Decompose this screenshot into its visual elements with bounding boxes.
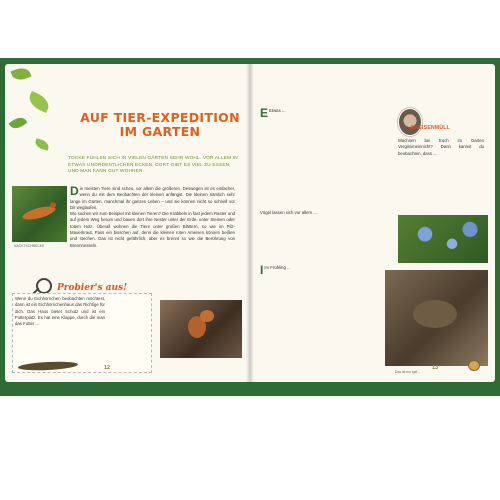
probier-title: Probier's aus! [57,283,128,293]
photo-caption: NACKTSCHNECKE [14,244,45,248]
page-number-right: 13 [432,365,439,371]
slug-photo [12,186,67,242]
flower-photo [398,215,488,263]
hedgehog-photo [385,270,488,366]
dropcap: D [70,186,79,198]
magnifier-icon [36,278,52,294]
left-body-p1: ie meisten Tiere sind scheu, vor allem die größeren. Deswegen ist es einfacher, wenn du mit dem Beobachten der kleinen anfängst. Die kleinen nämlich sehr lange im Garten, manchmal ihr ganzes Leben – und sie können nicht so schnell vor Dir weglaufen. [70,186,235,210]
right-body-p2: Vögel lassen sich vor allem ... [260,210,317,215]
dropcap-right-2: I [260,265,264,277]
intro-text: TOCKE FÜHLEN SICH IN VIELEN GÄRTEN SEHR WOHL. VOR ALLEM IN ETWAS UNORDENTLICHEN ECKEN, DORT GIBT ES VIEL ZU ESSEN, UND MAN KANN GUT WOHNEN. [68,155,238,174]
snail-icon [468,360,480,371]
probier-text: Wenn du Eichhörnchen beobachten möchtest, dann ist ein Eichhörnchenhaus das Richtige für dich. Das Haus bietet Schutz und ist ein Futterplatz. Es hat eine Klappe, durch die man das Futter ... [15,296,105,327]
sidebar-title: AMEISENMÜLL [410,125,450,131]
squirrel-photo [160,300,242,358]
sidebar-text: Wachsen bei Euch im Garten Vergissmeinnicht? Dann kannst du beobachten, dass ... [398,138,484,156]
page-number-left: 12 [104,365,111,371]
dropcap-right: E [260,108,269,120]
right-body-text-mid [260,210,385,270]
photo-caption-right: Das ist ein Igel ... [395,370,422,374]
probier-box [12,293,152,373]
page-title: AUF TIER-EXPEDITION IM GARTEN [80,110,240,139]
right-body-p3: Im Frühling ... [264,265,291,270]
book-gutter [246,64,254,382]
left-body-text [70,186,235,276]
right-body-p1: Etwas ... [269,108,286,113]
avatar [398,108,422,136]
left-body-p2: Wo suchen wir zum Beispiel mit kleinen Tieren? Die Krabbeln in fast jedem Raster und auf jedem Weg herum und bauen dort ihre Nester unter der Erde, unter Steinen oder totem Holz. Überall wohnen die Tiere unter großen Blättern, so wie im Pilz-Mauerkraut. Pass ein bisschen auf, denn die kleinen roten Ameisen können beißen und stechen. Das ist nicht gefährlich, aber es brennt so wie die Berührung von Brennnesseln. [70,211,235,248]
right-body-text-bot [260,265,385,360]
